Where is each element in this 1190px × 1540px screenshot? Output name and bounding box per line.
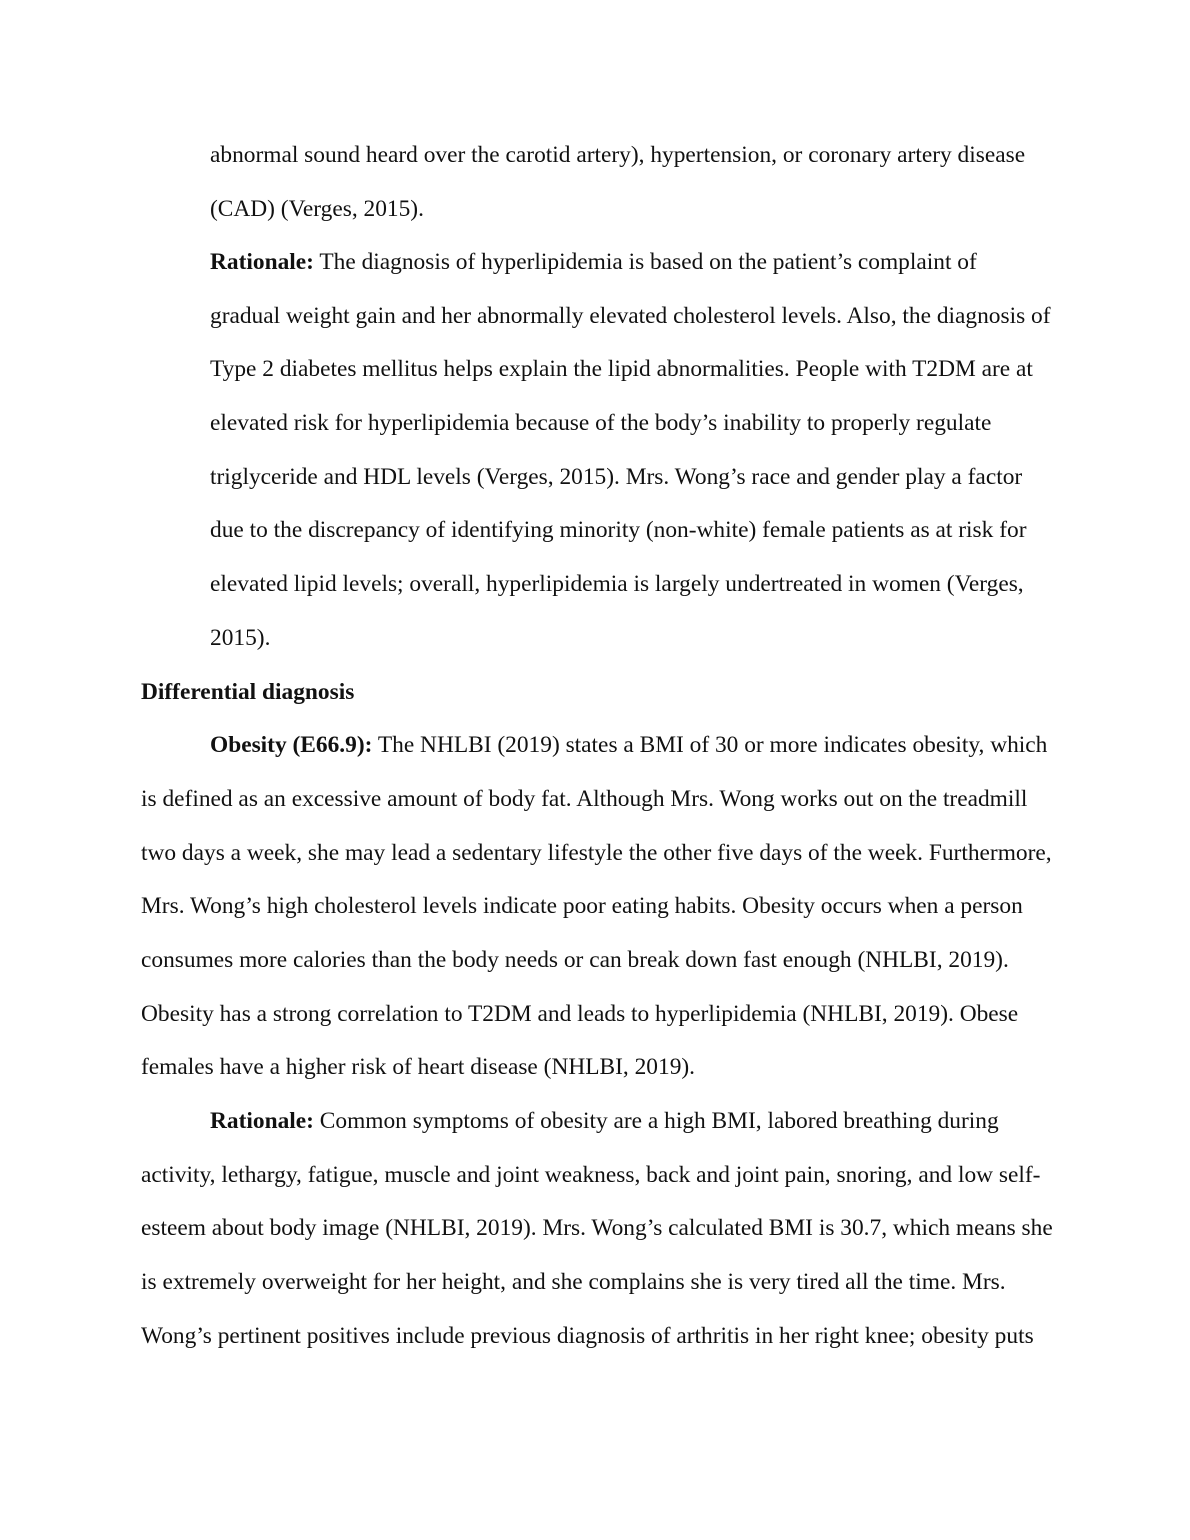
obesity-label: Obesity (E66.9): <box>210 732 373 758</box>
text-line: consumes more calories than the body needs or can break down fast enough (NHLBI, 2019). <box>141 947 1009 973</box>
text-line: 2015). <box>210 625 271 651</box>
text-line: gradual weight gain and her abnormally elevated cholesterol levels. Also, the diagnosis of <box>210 303 1051 329</box>
obesity-paragraph-line: Obesity (E66.9): The NHLBI (2019) states a BMI of 30 or more indicates obesity, which <box>210 732 1048 758</box>
section-heading: Differential diagnosis <box>141 679 355 705</box>
text-line: two days a week, she may lead a sedentary lifestyle the other five days of the week. Furthermore, <box>141 840 1052 866</box>
text-line: (CAD) (Verges, 2015). <box>210 196 424 222</box>
text-line: Type 2 diabetes mellitus helps explain the lipid abnormalities. People with T2DM are at <box>210 356 1033 382</box>
rationale-paragraph-line: Rationale: Common symptoms of obesity are a high BMI, labored breathing during <box>210 1108 999 1134</box>
text-line: triglyceride and HDL levels (Verges, 2015). Mrs. Wong’s race and gender play a factor <box>210 464 1023 490</box>
text-line: Obesity has a strong correlation to T2DM and leads to hyperlipidemia (NHLBI, 2019). Obese <box>141 1001 1019 1027</box>
text-line: elevated lipid levels; overall, hyperlipidemia is largely undertreated in women (Verges, <box>210 571 1024 597</box>
text-line: is defined as an excessive amount of body fat. Although Mrs. Wong works out on the treadmill <box>141 786 1028 812</box>
text-line: due to the discrepancy of identifying minority (non-white) female patients as at risk for <box>210 517 1027 543</box>
rationale-label: Rationale: <box>210 1108 314 1134</box>
text-line: esteem about body image (NHLBI, 2019). Mrs. Wong’s calculated BMI is 30.7, which means she <box>141 1215 1053 1241</box>
text-line: elevated risk for hyperlipidemia because of the body’s inability to properly regulate <box>210 410 992 436</box>
rationale-paragraph-line: Rationale: The diagnosis of hyperlipidemia is based on the patient’s complaint of <box>210 249 977 275</box>
text-line: activity, lethargy, fatigue, muscle and joint weakness, back and joint pain, snoring, and low self- <box>141 1162 1041 1188</box>
text-line: Mrs. Wong’s high cholesterol levels indicate poor eating habits. Obesity occurs when a person <box>141 893 1023 919</box>
text-line: Wong’s pertinent positives include previous diagnosis of arthritis in her right knee; obesity puts <box>141 1323 1034 1349</box>
text-line: is extremely overweight for her height, and she complains she is very tired all the time. Mrs. <box>141 1269 1006 1295</box>
text-line: abnormal sound heard over the carotid artery), hypertension, or coronary artery disease <box>210 142 1026 168</box>
text-line: females have a higher risk of heart disease (NHLBI, 2019). <box>141 1054 696 1080</box>
rationale-label: Rationale: <box>210 249 314 275</box>
